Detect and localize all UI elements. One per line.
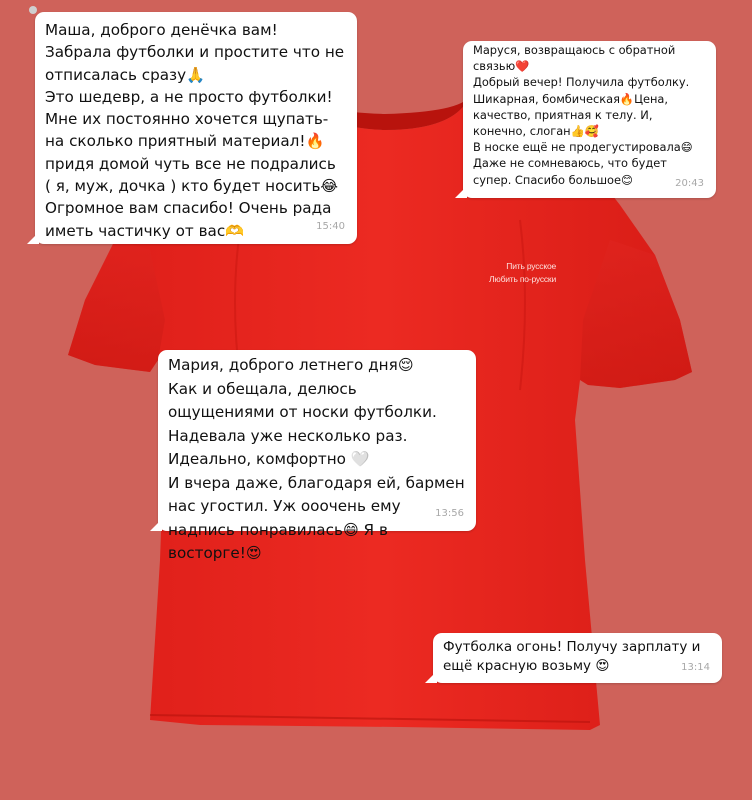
- message-time: 15:40: [316, 220, 345, 232]
- shirt-print: [456, 260, 556, 286]
- message-bubble-3: [158, 350, 476, 562]
- message-bubble-1: [35, 12, 357, 244]
- shirt-print-line-1: Пить русское: [506, 261, 556, 271]
- message-time: 13:56: [435, 507, 464, 519]
- bubble-tail: [27, 232, 39, 244]
- message-bubble-4: [433, 633, 722, 683]
- bubble-tail: [455, 186, 467, 198]
- message-time: 13:14: [681, 662, 710, 673]
- message-text: Мария, доброго летнего дня😌 Как и обещала, делюсь ощущениями от носки футболки. Надевала уже несколько раз. Идеально, комфортно 🤍 И вчера даже, благодаря ей, бармен нас угостил. Уж ооочень ему надпись понравилась😄 Я в восторге!😍: [168, 356, 465, 562]
- message-text: Маша, доброго денёчка вам! Забрала футболки и простите что не отписалась сразу🙏 Это шедевр, а не просто футболки! Мне их постоянно хочется щупать-на сколько приятный материал!🔥 придя домой чуть все не подрались ( я, муж, дочка ) кто будет носить😂 Огромное вам спасибо! Очень рада иметь частичку от вас🫶: [45, 21, 345, 240]
- partial-avatar-icon: [29, 6, 37, 14]
- bubble-tail: [150, 519, 162, 531]
- message-bubble-2: [463, 41, 716, 198]
- left-sleeve-shade: [68, 240, 165, 372]
- bubble-tail: [425, 671, 437, 683]
- shirt-print-line-2: Любить по-русски: [489, 274, 556, 284]
- message-text: Футболка огонь! Получу зарплату и ещё красную возьму 😍: [443, 639, 701, 674]
- message-time: 20:43: [675, 177, 704, 189]
- message-text: Маруся, возвращаюсь с обратной связью❤️ Добрый вечер! Получила футболку. Шикарная, бомбическая🔥Цена, качество, приятная к телу. И, конечно, слоган👍🥰 В носке ещё не продегустировала😄 Даже не сомневаюсь, что будет супер. Спасибо большое😊: [473, 43, 693, 187]
